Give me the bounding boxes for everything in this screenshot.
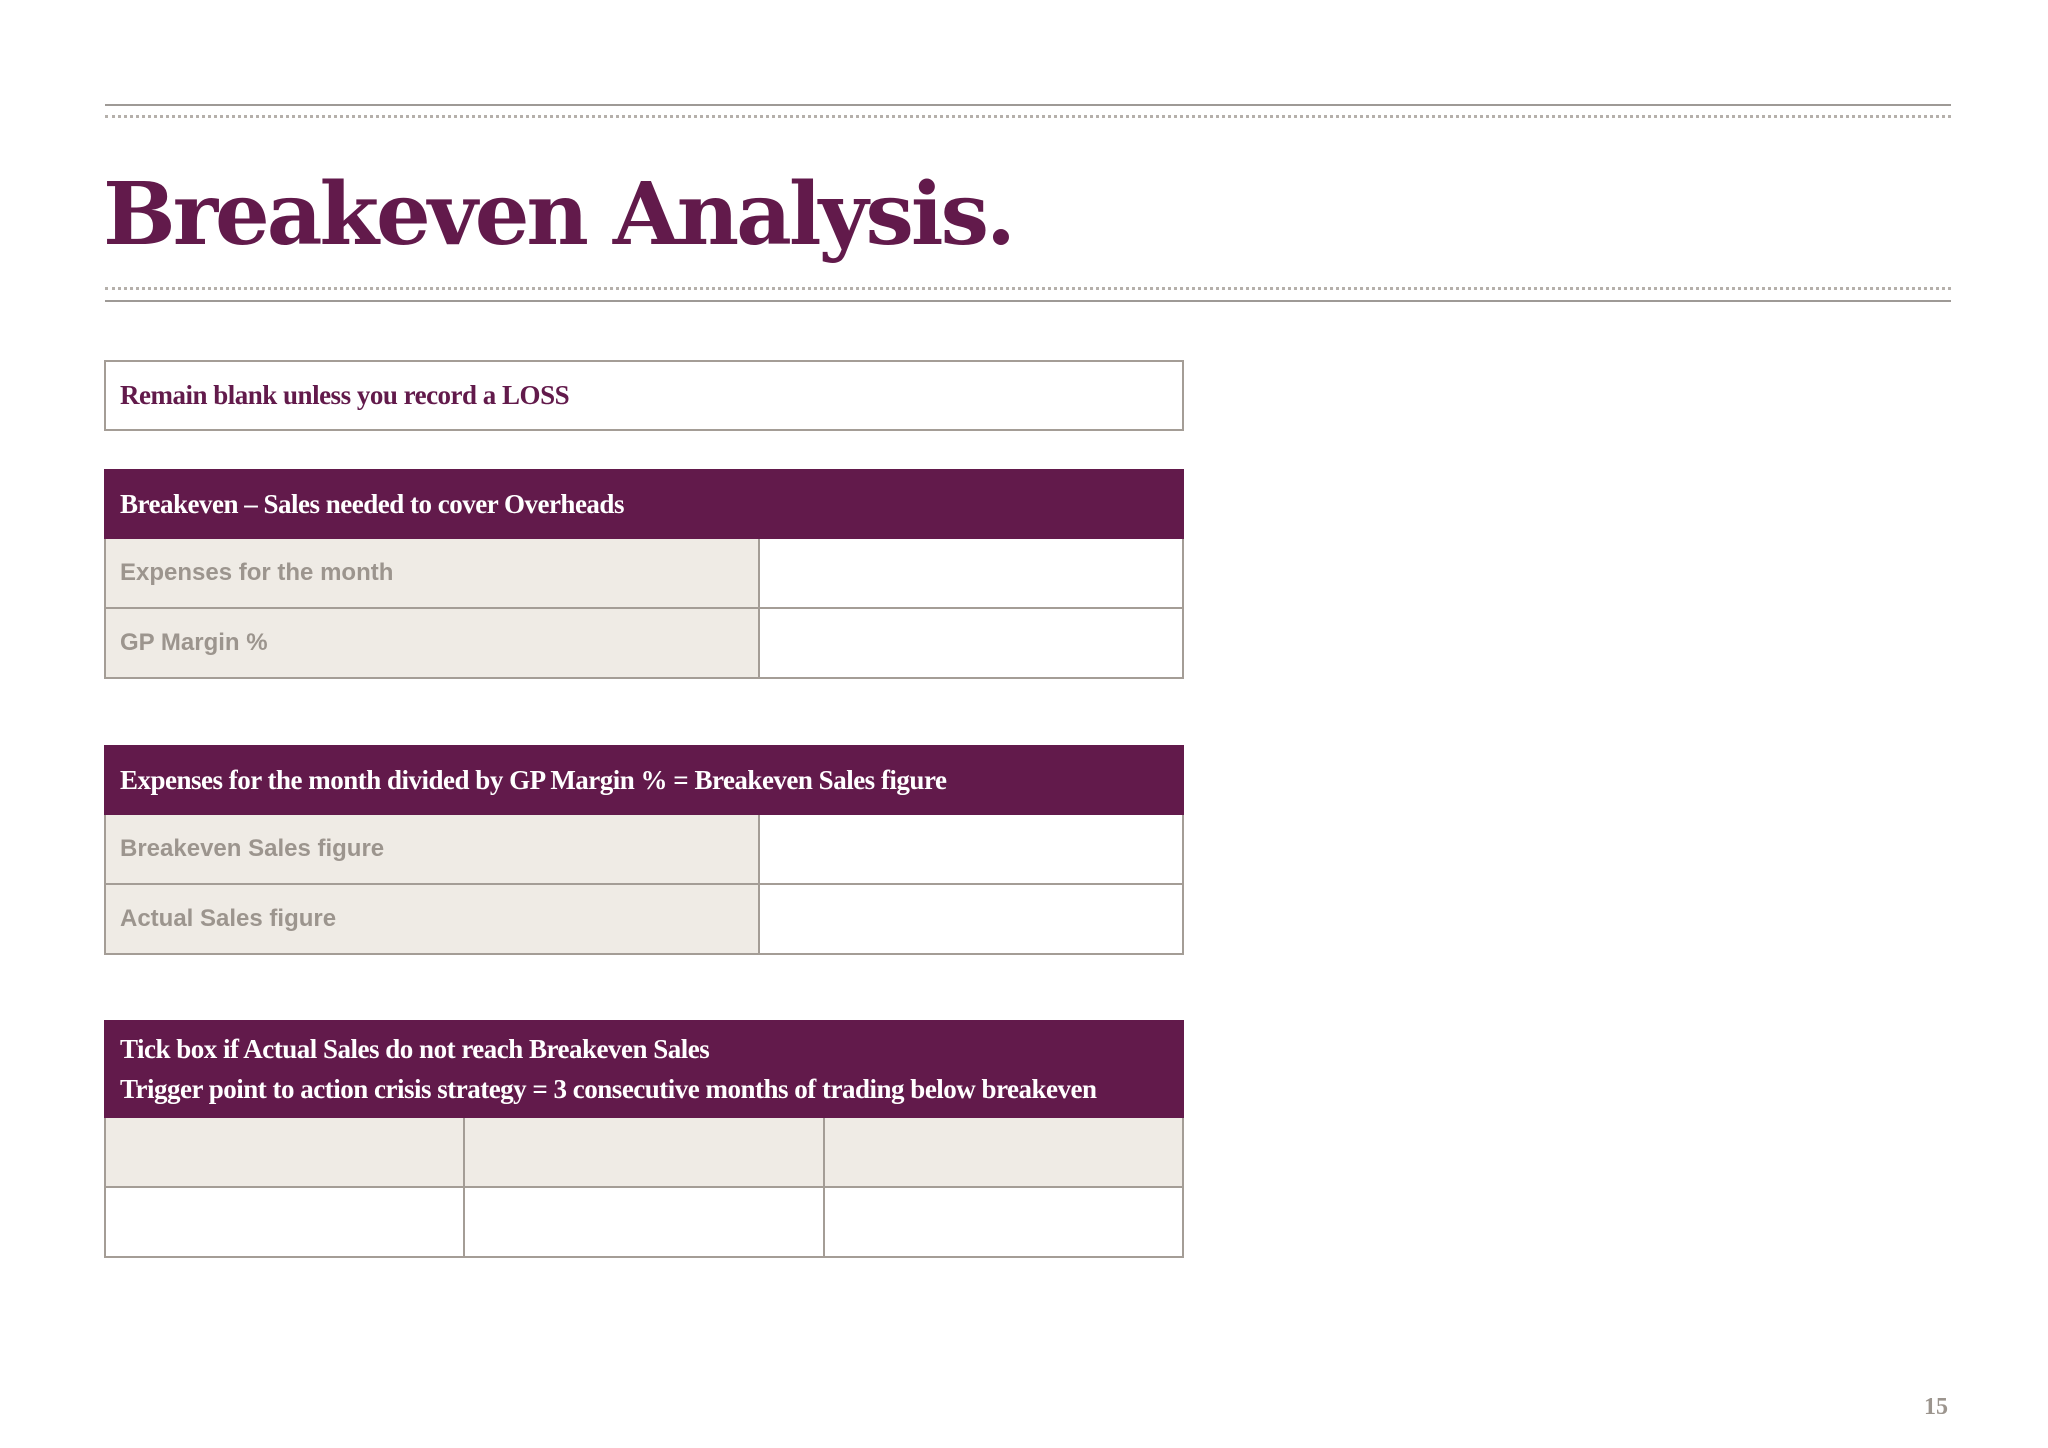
tick-box-3[interactable] [825,1188,1182,1256]
page-number: 15 [1924,1394,1948,1420]
breakeven-sales-label: Breakeven Sales figure [106,815,760,883]
breakeven-sales-input[interactable] [760,815,1182,883]
expenses-row [104,539,1184,609]
tick-box-table [104,1020,1184,1258]
breakeven-sales-table [104,745,1184,955]
gp-margin-row [104,609,1184,679]
actual-sales-label: Actual Sales figure [106,885,760,953]
loss-notice-text: Remain blank unless you record a LOSS [120,380,570,410]
breakeven-sales-table-header: Expenses for the month divided by GP Margin % = Breakeven Sales figure [104,745,1184,815]
breakeven-table [104,469,1184,679]
page-title: Breakeven Analysis. [103,164,1013,265]
breakeven-table-header: Breakeven – Sales needed to cover Overheads [104,469,1184,539]
expenses-input[interactable] [760,539,1182,607]
tick-box-month-row [104,1118,1184,1188]
actual-sales-input[interactable] [760,885,1182,953]
tick-box-1[interactable] [106,1188,465,1256]
top-rule [105,104,1951,106]
tick-box-month-3[interactable] [825,1118,1182,1186]
expenses-label: Expenses for the month [106,539,760,607]
tick-box-month-1[interactable] [106,1118,465,1186]
top-dotted-rule [105,115,1951,118]
actual-sales-row [104,885,1184,955]
breakeven-sales-row [104,815,1184,885]
title-rule [105,300,1951,302]
gp-margin-label: GP Margin % [106,609,760,677]
gp-margin-input[interactable] [760,609,1182,677]
tick-box-instruction: Tick box if Actual Sales do not reach Breakeven Sales [120,1034,710,1064]
tick-box-row [104,1188,1184,1258]
tick-box-table-header [104,1020,1184,1118]
tick-box-2[interactable] [465,1188,824,1256]
trigger-point-text: Trigger point to action crisis strategy = 3 consecutive months of trading below breakeven [120,1074,1097,1104]
tick-box-month-2[interactable] [465,1118,824,1186]
title-dotted-rule [105,287,1951,290]
loss-notice [104,360,1184,431]
